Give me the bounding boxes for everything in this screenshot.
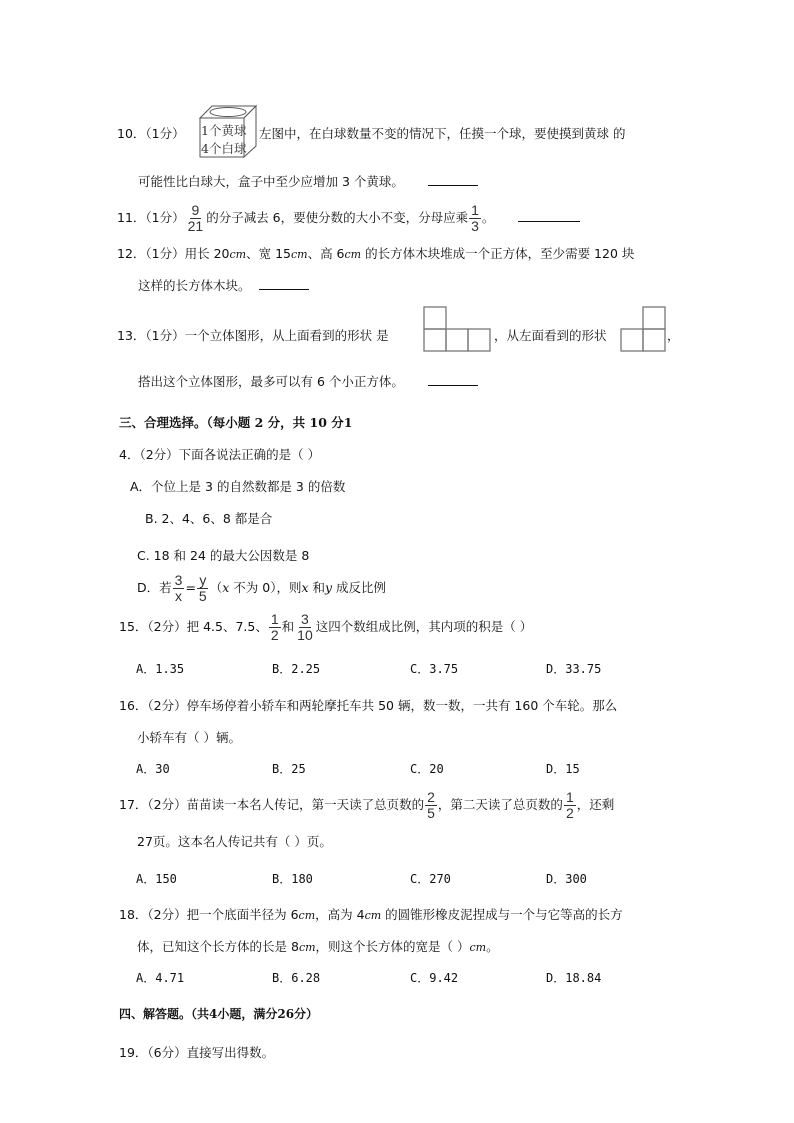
q12-number: 12．（1分）: [117, 246, 185, 261]
q16-line1: 16．（2分）停车场停着小轿车和两轮摩托车共 50 辆，数一数，一共有 160 个车轮。那么: [119, 698, 618, 713]
fraction-1-2: $\frac{1}{2}$: [270, 611, 279, 643]
q11-line: 11．（1分） $\frac{9}{21}$ 的分子减去 6，要使分数的大小不变，分母应乘 $\frac{1}{3}$ 。: [117, 203, 580, 234]
q14-option-a[interactable]: A．个位上是 3 的自然数都是 3 的倍数: [130, 479, 346, 494]
q13-text-end: ，: [667, 328, 680, 343]
q14-option-b[interactable]: B. 2、4、6、8 都是合: [145, 511, 273, 526]
q18-option-c[interactable]: C．9.42: [410, 971, 459, 985]
q15-option-a[interactable]: A．1.35: [136, 662, 185, 676]
q10-text2: 可能性比白球大，盒子中至少应增加 3 个黄球。: [138, 174, 404, 189]
q17-line2: 27页。这本名人传记共有（ ）页。: [137, 834, 332, 849]
q15-option-b[interactable]: B．2.25: [272, 662, 321, 676]
q18-line2: 体，已知这个长方体的长是 8cm，则这个长方体的宽是（ ）cm。: [137, 939, 499, 954]
box-label-white: 4个白球: [201, 141, 247, 156]
q15-stem: 15．（2分）把 4.5、7.5、 $\frac{1}{2}$ 和 $\frac{3}{10}$ 这四个数组成比例，其内项的积是（ ）: [119, 611, 533, 643]
q13-number: 13．（1分）: [117, 328, 185, 343]
q17-option-d[interactable]: D．300: [546, 872, 587, 886]
q15-option-d[interactable]: D．33.75: [546, 662, 602, 676]
q11-number: 11．（1分）: [117, 210, 185, 225]
q18-line1: 18．（2分）把一个底面半径为 6cm，高为 4cm 的圆锥形橡皮泥捏成与一个与它等高的长方: [119, 907, 623, 922]
fraction-9-21: $\frac{9}{21}$: [187, 202, 204, 234]
answer-blank[interactable]: [259, 277, 309, 290]
fraction-3-10: $\frac{3}{10}$: [297, 611, 313, 643]
q10-line2: [138, 172, 478, 190]
section-4-heading: 四、解答题。（共4小题，满分26分）: [119, 1007, 319, 1021]
q13-text-mid: ，从左面看到的形状: [494, 328, 607, 343]
section-3-heading: 三、合理选择。（每小题 2 分，共 10 分1: [119, 415, 353, 430]
q15-number: 15．（2分）: [119, 619, 187, 634]
answer-blank[interactable]: [428, 173, 478, 186]
q10-line1: [117, 124, 185, 142]
q16-option-c[interactable]: C．20: [410, 762, 444, 776]
q17-option-b[interactable]: B．180: [272, 872, 313, 886]
q15-option-c[interactable]: C．3.75: [410, 662, 459, 676]
q13-line1a: 13．（1分）一个立体图形，从上面看到的形状 是: [117, 328, 389, 343]
q10-number: 10．（1分）: [117, 126, 185, 141]
q11-text: 的分子减去 6，要使分数的大小不变，分母应乘: [206, 210, 469, 225]
q19-number: 19．（6分）: [119, 1045, 187, 1060]
fraction-y-5: $\frac{y}{5}$: [198, 572, 207, 604]
fraction-1-2: $\frac{1}{2}$: [565, 789, 574, 821]
q14-option-c[interactable]: C. 18 和 24 的最大公因数是 8: [137, 548, 310, 563]
q10-text1: 左图中，在白球数量不变的情况下，任摸一个球，要使摸到黄球 的: [259, 126, 626, 141]
fraction-1-3: $\frac{1}{3}$: [471, 202, 479, 234]
q16-option-d[interactable]: D．15: [546, 762, 580, 776]
q17-option-a[interactable]: A．150: [136, 872, 177, 886]
q17-option-c[interactable]: C．270: [410, 872, 451, 886]
q14-number: 4．（2分）: [119, 447, 179, 462]
answer-blank[interactable]: [518, 209, 580, 222]
q12-line1: 12．（1分）用长 20cm、宽 15cm、高 6cm 的长方体木块堆成一个正方体，至少需要 120 块: [117, 246, 635, 261]
q14-option-d[interactable]: D．若 $\frac{3}{x}$ = $\frac{y}{5}$ （x 不为 0），则x 和y 成反比例: [137, 572, 387, 604]
q16-line2: 小轿车有（ ）辆。: [137, 730, 241, 745]
q18-option-d[interactable]: D．18.84: [546, 971, 602, 985]
answer-blank[interactable]: [428, 373, 478, 386]
q16-option-b[interactable]: B．25: [272, 762, 306, 776]
q16-number: 16．（2分）: [119, 698, 187, 713]
box-label-yellow: 1个黄球: [201, 123, 247, 138]
q18-option-b[interactable]: B．6.28: [272, 971, 321, 985]
fraction-2-5: $\frac{2}{5}$: [427, 789, 435, 821]
left-view-figure: [620, 306, 668, 352]
q14-stem: 4．（2分）下面各说法正确的是（ ）: [119, 447, 321, 462]
fraction-3-x: $\frac{3}{x}$: [174, 572, 183, 604]
q19-line: 19．（6分）直接写出得数。: [119, 1045, 275, 1060]
top-view-figure: [423, 306, 493, 352]
q18-option-a[interactable]: A．4.71: [136, 971, 185, 985]
ball-box-figure: [199, 104, 257, 158]
q17-number: 17．（2分）: [119, 797, 187, 812]
q18-number: 18．（2分）: [119, 907, 187, 922]
q12-line2: 这样的长方体木块。: [138, 276, 309, 294]
q13-line2: 搭出这个立体图形，最多可以有 6 个小正方体。: [138, 372, 478, 390]
q16-option-a[interactable]: A．30: [136, 762, 170, 776]
q17-line1: 17．（2分）苗苗读一本名人传记，第一天读了总页数的 $\frac{2}{5}$ ，第二天读了总页数的 $\frac{1}{2}$ ，还剩: [119, 789, 615, 821]
